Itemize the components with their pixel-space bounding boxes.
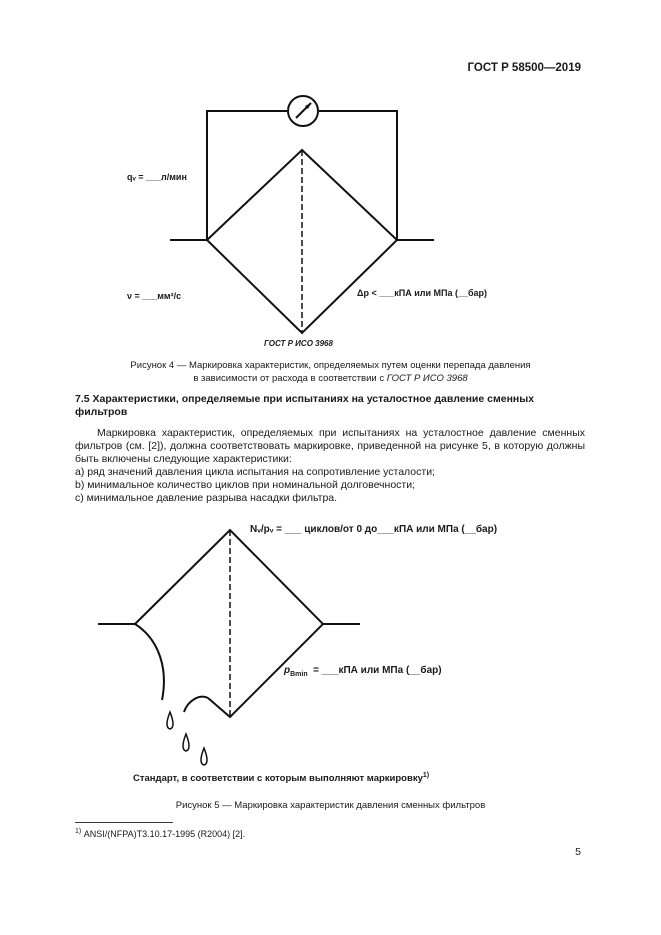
figure-4-caption-line2: в зависимости от расхода в соответствии с ГОСТ Р ИСО 3968 [193,373,468,384]
standard-reference-label: ГОСТ Р ИСО 3968 [264,339,333,348]
footnote: $^{1)}$ ANSI/(NFPA)T3.10.17-1995 (R2004) [2]. [75,828,246,839]
burst-pressure-label: $p_{Bmin}$ = ___кПА или МПа (__бар) [284,665,442,678]
figure-4-caption-line1: Рисунок 4 — Маркировка характеристик, определяемых путем оценки перепада давления [130,360,531,371]
list-item-b: b) минимальное количество циклов при номинальной долговечности; [75,479,416,491]
fatigue-cycles-label: Nᵥ/pᵥ = ___ циклов/от 0 до___кПА или МПа (__бар) [250,524,498,535]
viscosity-label: ν = ___мм²/с [127,291,182,301]
section-paragraph: Маркировка характеристик, определяемых при испытаниях на усталостное давление сменных фильтров (см. [2]), должна соответствовать маркировке, приведенной на рисунке 5, в которую должны быть включены следующие характеристики: [75,427,585,465]
document-header: ГОСТ Р 58500—2019 [467,62,581,74]
burst-break-left [135,624,164,700]
pressure-drop-label: Δp < ___кПА или МПа (__бар) [357,288,488,298]
list-item-a: a) ряд значений давления цикла испытания на сопротивление усталости; [75,466,435,478]
marking-standard-label: Стандарт, в соответствии с которым выполняют маркировку$^{1)}$ [133,772,430,785]
flow-rate-label: qᵥ = ___л/мин [127,172,187,182]
page-number: 5 [575,846,581,858]
burst-break-right [184,697,208,712]
figure-5-caption: Рисунок 5 — Маркировка характеристик давления сменных фильтров [175,800,486,811]
fluid-drops-icon [167,712,207,765]
footnote-separator [75,822,173,823]
section-heading: 7.5 Характеристики, определяемые при испытаниях на усталостное давление сменных фильтров [75,393,535,418]
list-item-c: c) минимальное давление разрыва насадки фильтра. [75,492,338,504]
